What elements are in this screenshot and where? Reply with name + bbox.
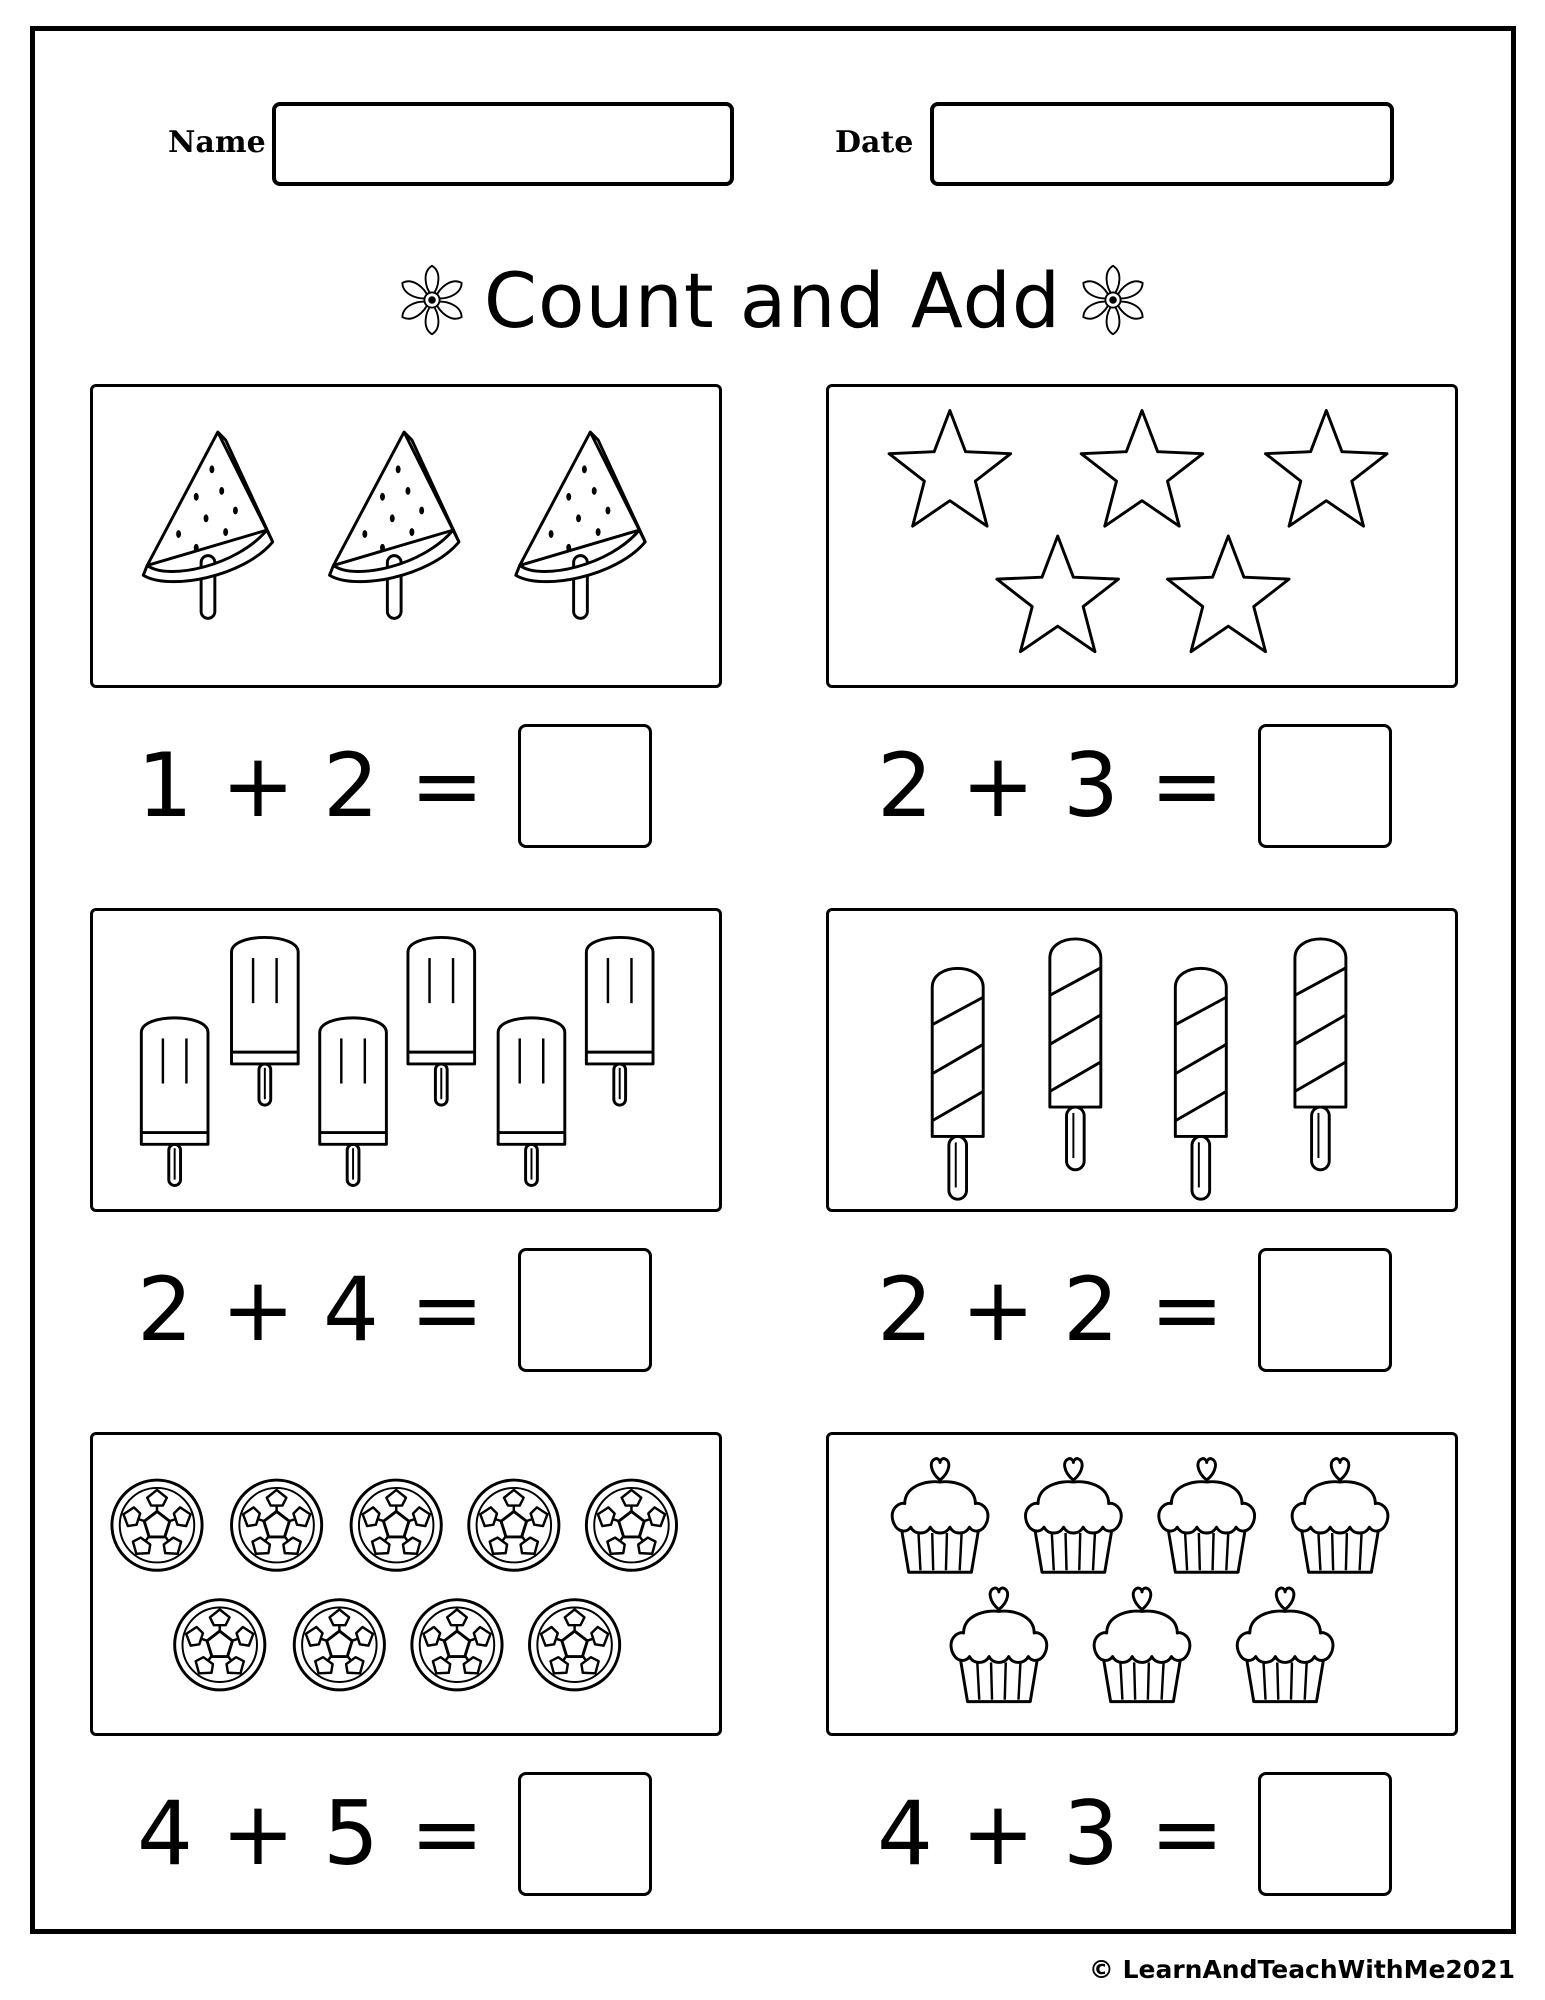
plus-sign: + (221, 734, 295, 837)
addend-a: 1 (137, 734, 193, 837)
watermelon-popsicle-group (93, 387, 719, 685)
ice-pop-icon (141, 1018, 208, 1186)
cupcake-icon (951, 1588, 1047, 1702)
ice-pop-group (93, 911, 719, 1209)
star-icon (997, 536, 1119, 652)
cupcake-icon (1094, 1588, 1190, 1702)
ice-pop-icon (232, 937, 299, 1105)
addend-b: 2 (1063, 1258, 1119, 1361)
striped-ice-pop-icon (1295, 939, 1346, 1170)
soccer-ball-icon (469, 1480, 559, 1570)
addend-a: 4 (877, 1782, 933, 1885)
date-field[interactable] (930, 102, 1394, 186)
watermelon-popsicle-icon (143, 432, 272, 618)
soccer-ball-icon (294, 1600, 384, 1690)
soccer-ball-icon (351, 1480, 441, 1570)
picture-panel-striped-pops (826, 908, 1458, 1212)
addend-a: 2 (877, 1258, 933, 1361)
equation-3 (126, 1246, 652, 1374)
title-row (0, 250, 1545, 350)
cupcake-group (829, 1435, 1455, 1733)
date-label: Date (835, 125, 914, 160)
answer-box[interactable] (518, 724, 652, 848)
picture-panel-stars (826, 384, 1458, 688)
addend-a: 2 (877, 734, 933, 837)
star-icon (1081, 411, 1203, 527)
addend-b: 3 (1063, 1782, 1119, 1885)
striped-ice-pop-icon (1050, 939, 1101, 1170)
soccer-ball-icon (586, 1480, 676, 1570)
star-icon (889, 411, 1011, 527)
equation-2 (866, 722, 1392, 850)
equals-sign: = (410, 1782, 484, 1885)
plus-sign: + (961, 734, 1035, 837)
ice-pop-icon (320, 1018, 387, 1186)
cupcake-icon (1292, 1459, 1388, 1573)
plus-sign: + (221, 1782, 295, 1885)
equals-sign: = (1150, 1782, 1224, 1885)
cupcake-icon (892, 1459, 988, 1573)
picture-panel-cupcakes (826, 1432, 1458, 1736)
answer-box[interactable] (518, 1248, 652, 1372)
picture-panel-ice-pops (90, 908, 722, 1212)
equation-4 (866, 1246, 1392, 1374)
striped-ice-pop-group (829, 911, 1455, 1209)
name-field[interactable] (272, 102, 734, 186)
ice-pop-icon (586, 937, 653, 1105)
equation-6 (866, 1770, 1392, 1898)
equals-sign: = (410, 1258, 484, 1361)
watermelon-popsicle-icon (330, 432, 459, 618)
equation-5 (126, 1770, 652, 1898)
equals-sign: = (1150, 734, 1224, 837)
soccer-ball-icon (232, 1480, 322, 1570)
picture-panel-watermelon (90, 384, 722, 688)
star-icon (1167, 536, 1289, 652)
answer-box[interactable] (1258, 724, 1392, 848)
soccer-ball-group (93, 1435, 719, 1733)
soccer-ball-icon (530, 1600, 620, 1690)
flower-icon (394, 262, 470, 338)
addend-a: 2 (137, 1258, 193, 1361)
addend-b: 4 (323, 1258, 379, 1361)
soccer-ball-icon (412, 1600, 502, 1690)
cupcake-icon (1237, 1588, 1333, 1702)
addend-b: 5 (323, 1782, 379, 1885)
addend-b: 2 (323, 734, 379, 837)
addend-a: 4 (137, 1782, 193, 1885)
cupcake-icon (1026, 1459, 1122, 1573)
equals-sign: = (410, 734, 484, 837)
star-group (829, 387, 1455, 685)
page-title: Count and Add (483, 255, 1062, 345)
name-label: Name (168, 125, 266, 160)
striped-ice-pop-icon (932, 968, 983, 1199)
plus-sign: + (961, 1258, 1035, 1361)
answer-box[interactable] (518, 1772, 652, 1896)
picture-panel-soccer-balls (90, 1432, 722, 1736)
star-icon (1266, 411, 1388, 527)
soccer-ball-icon (175, 1600, 265, 1690)
ice-pop-icon (498, 1018, 565, 1186)
equation-1 (126, 722, 652, 850)
striped-ice-pop-icon (1175, 968, 1226, 1199)
addend-b: 3 (1063, 734, 1119, 837)
flower-icon (1075, 262, 1151, 338)
answer-box[interactable] (1258, 1772, 1392, 1896)
ice-pop-icon (408, 937, 475, 1105)
soccer-ball-icon (112, 1480, 202, 1570)
watermelon-popsicle-icon (516, 432, 645, 618)
cupcake-icon (1159, 1459, 1255, 1573)
plus-sign: + (221, 1258, 295, 1361)
copyright-notice: © LearnAndTeachWithMe2021 (1088, 1955, 1515, 1984)
plus-sign: + (961, 1782, 1035, 1885)
answer-box[interactable] (1258, 1248, 1392, 1372)
equals-sign: = (1150, 1258, 1224, 1361)
